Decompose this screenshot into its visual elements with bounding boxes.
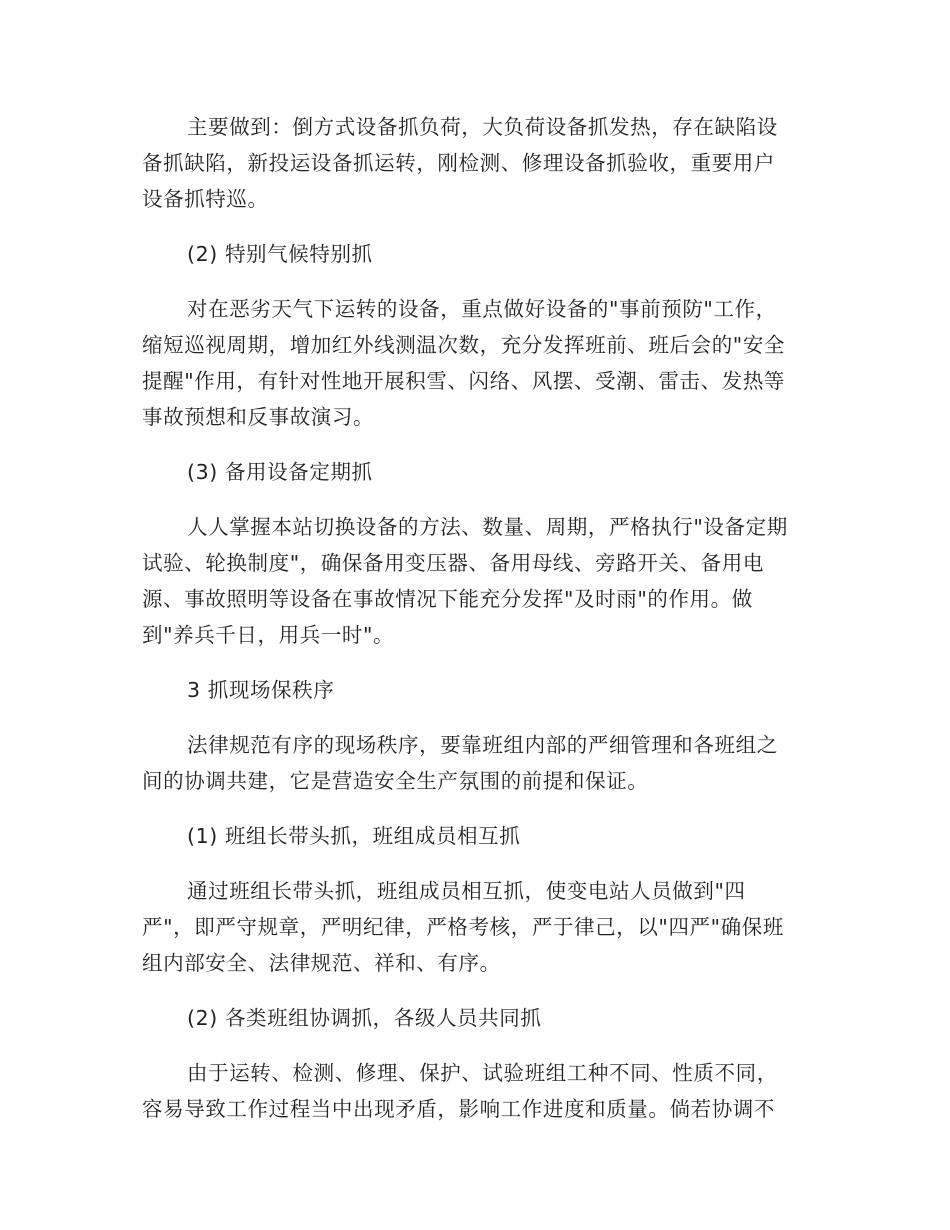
paragraph-line: 源、事故照明等设备在事故情况下能充分发挥"及时雨"的作用。做 [142, 587, 753, 611]
paragraph-line: 试验、轮换制度"，确保备用变压器、备用母线、旁路开关、备用电 [142, 551, 764, 575]
section-heading: (3) 备用设备定期抓 [187, 460, 373, 484]
paragraph-line: 到"养兵千日，用兵一时"。 [142, 623, 395, 647]
paragraph-line: 间的协调共建，它是营造安全生产氛围的前提和保证。 [142, 769, 649, 793]
paragraph-line: 由于运转、检测、修理、保护、试验班组工种不同、性质不同， [187, 1061, 778, 1085]
paragraph-line: 组内部安全、法律规范、祥和、有序。 [142, 951, 501, 975]
paragraph-line: 提醒"作用，有针对性地开展积雪、闪络、风摆、受潮、雷击、发热等 [142, 369, 786, 393]
paragraph-line: 容易导致工作过程当中出现矛盾，影响工作进度和质量。倘若协调不 [142, 1097, 775, 1121]
paragraph-line: 人人掌握本站切换设备的方法、数量、周期，严格执行"设备定期 [187, 515, 788, 539]
paragraph-line: 法律规范有序的现场秩序，要靠班组内部的严细管理和各班组之 [187, 733, 778, 757]
paragraph-line: 事故预想和反事故演习。 [142, 405, 375, 429]
paragraph-line: 主要做到：倒方式设备抓负荷，大负荷设备抓发热，存在缺陷设 [187, 115, 778, 139]
paragraph-line: 对在恶劣天气下运转的设备，重点做好设备的"事前预防"工作， [187, 297, 777, 321]
paragraph-line: 严"，即严守规章，严明纪律，严格考核，严于律己，以"四严"确保班 [142, 915, 784, 939]
paragraph-line: 通过班组长带头抓，班组成员相互抓，使变电站人员做到"四 [187, 879, 746, 903]
section-heading: (1) 班组长带头抓，班组成员相互抓 [187, 824, 521, 848]
paragraph-line: 设备抓特巡。 [142, 187, 269, 211]
section-heading: (2) 各类班组协调抓，各级人员共同抓 [187, 1006, 542, 1030]
section-heading: 3 抓现场保秩序 [187, 678, 335, 702]
paragraph-line: 备抓缺陷，新投运设备抓运转，刚检测、修理设备抓验收，重要用户 [142, 151, 775, 175]
paragraph-line: 缩短巡视周期，增加红外线测温次数，充分发挥班前、班后会的"安全 [142, 333, 786, 357]
section-heading: (2) 特别气候特别抓 [187, 242, 373, 266]
